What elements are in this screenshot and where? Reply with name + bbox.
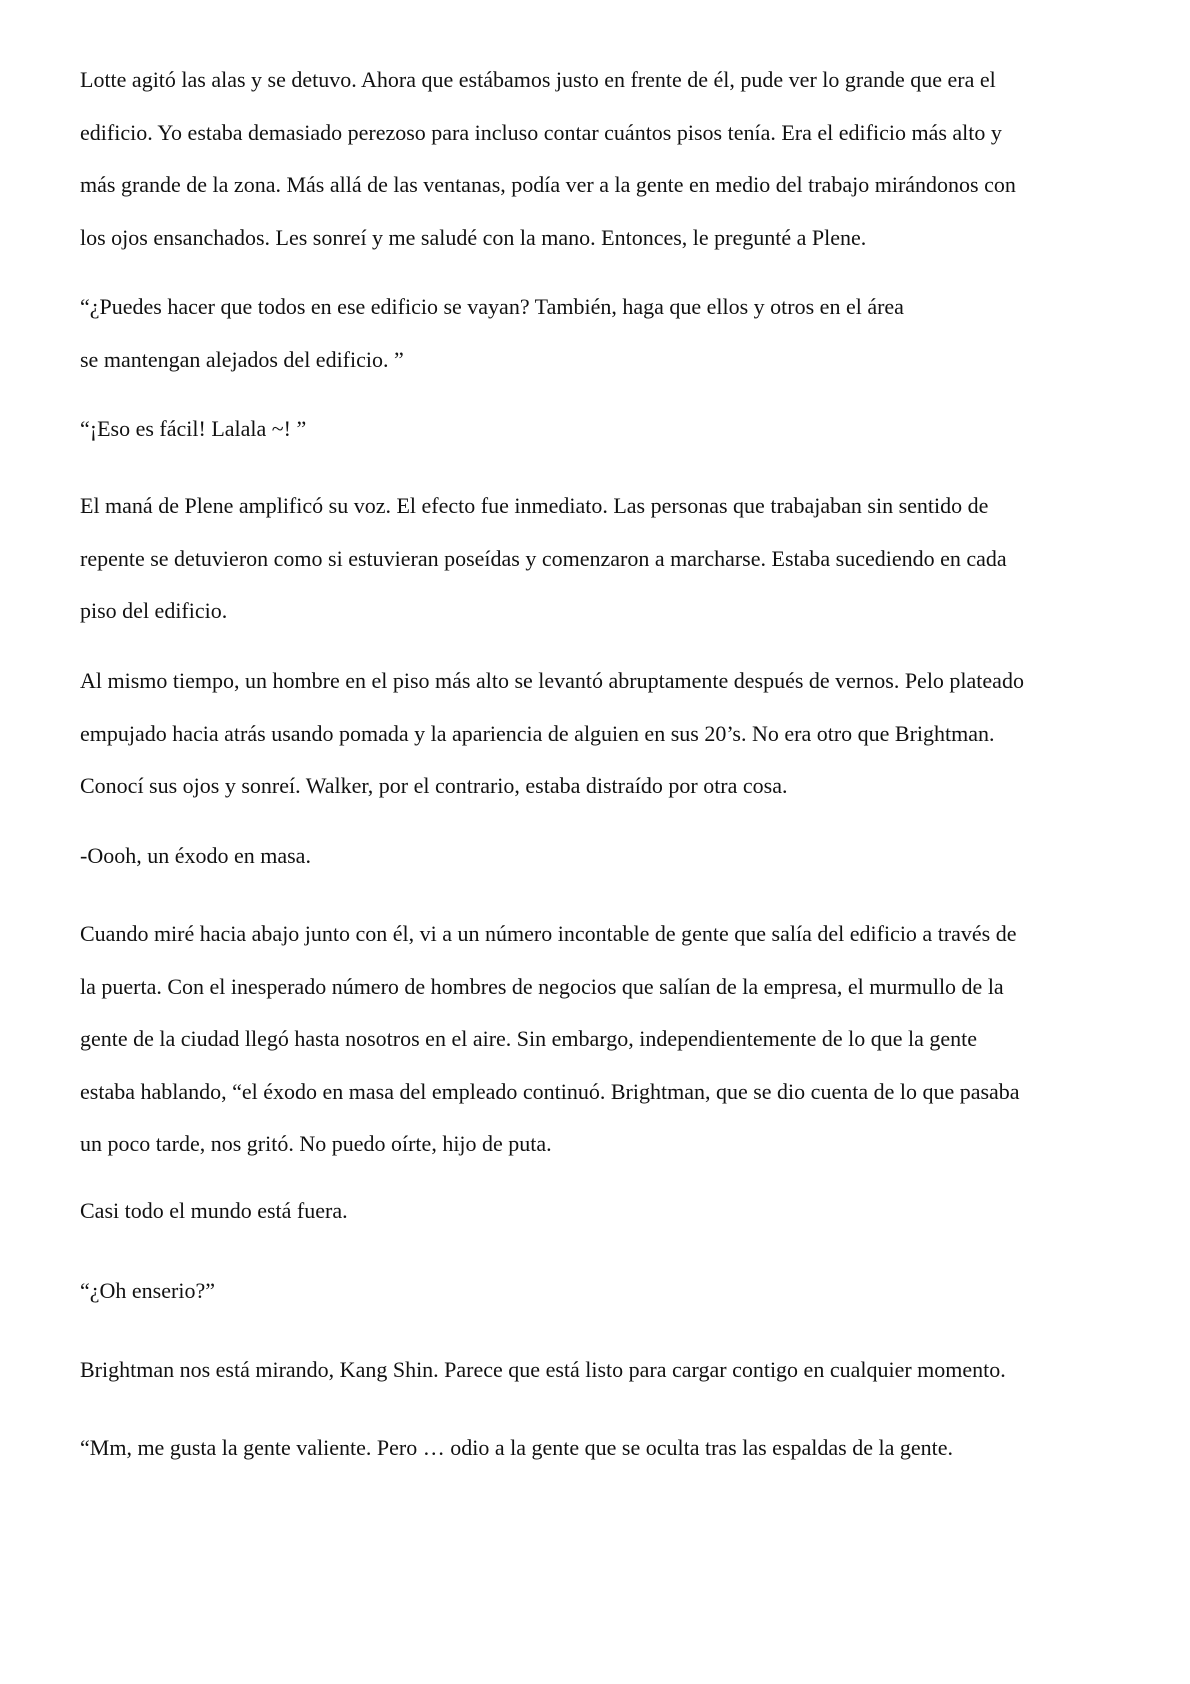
text-line: estaba hablando, “el éxodo en masa del empleado continuó. Brightman, que se dio cuenta de lo que pasaba (80, 1078, 1020, 1104)
text-line: repente se detuvieron como si estuvieran poseídas y comenzaron a marcharse. Estaba sucediendo en cada (80, 545, 1007, 571)
text-line: -Oooh, un éxodo en masa. (80, 843, 311, 868)
paragraph-crowd-leaving (80, 908, 1120, 1171)
text-line: Conocí sus ojos y sonreí. Walker, por el contrario, estaba distraído por otra cosa. (80, 773, 788, 798)
text-line: Casi todo el mundo está fuera. (80, 1198, 348, 1223)
text-line: “Mm, me gusta la gente valiente. Pero … odio a la gente que se oculta tras las espaldas de la gente. (80, 1435, 953, 1460)
text-line: la puerta. Con el inesperado número de hombres de negocios que salían de la empresa, el murmullo de la (80, 973, 1004, 999)
text-line: empujado hacia atrás usando pomada y la apariencia de alguien en sus 20’s. No era otro que Brightman. (80, 720, 995, 746)
text-line: “¡Eso es fácil! Lalala ~! ” (80, 416, 307, 441)
text-line: Lotte agitó las alas y se detuvo. Ahora que estábamos justo en frente de él, pude ver lo grande que era el (80, 67, 996, 92)
text-line: los ojos ensanchados. Les sonreí y me saludé con la mano. Entonces, le pregunté a Plene. (80, 224, 867, 250)
paragraph-mana-effect (80, 480, 1120, 638)
text-line: El maná de Plene amplificó su voz. El efecto fue inmediato. Las personas que trabajaban sin sentido de (80, 493, 989, 518)
text-line: gente de la ciudad llegó hasta nosotros en el aire. Sin embargo, independientemente de lo que la gente (80, 1026, 978, 1051)
paragraph-brightman-appears (80, 655, 1120, 813)
text-line: piso del edificio. (80, 598, 228, 623)
text-line: Al mismo tiempo, un hombre en el piso más alto se levantó abruptamente después de vernos. Pelo plateado (80, 668, 1024, 693)
text-line: se mantengan alejados del edificio. ” (80, 346, 404, 372)
paragraph-exodus-remark (80, 830, 1120, 883)
paragraph-almost-everyone-out (80, 1185, 1120, 1238)
paragraph-dialogue-request (80, 281, 1120, 386)
text-line: más grande de la zona. Más allá de las ventanas, podía ver a la gente en medio del trabajo mirándonos con (80, 172, 1016, 197)
text-line: un poco tarde, nos gritó. No puedo oírte, hijo de puta. (80, 1131, 552, 1156)
paragraph-brave-people (80, 1422, 1120, 1475)
paragraph-dialogue-easy (80, 403, 1120, 456)
paragraph-oh-really (80, 1265, 1120, 1318)
paragraph-brightman-watching (80, 1344, 1120, 1397)
paragraph-lotte-stops (80, 54, 1120, 264)
text-line: “¿Oh enserio?” (80, 1278, 215, 1303)
text-line: Brightman nos está mirando, Kang Shin. Parece que está listo para cargar contigo en cualquier momento. (80, 1357, 1006, 1382)
text-line: edificio. Yo estaba demasiado perezoso para incluso contar cuántos pisos tenía. Era el edificio más alto y (80, 119, 1002, 145)
text-line: “¿Puedes hacer que todos en ese edificio se vayan? También, haga que ellos y otros en el área (80, 294, 904, 319)
text-line: Cuando miré hacia abajo junto con él, vi a un número incontable de gente que salía del edificio a través de (80, 921, 1017, 946)
